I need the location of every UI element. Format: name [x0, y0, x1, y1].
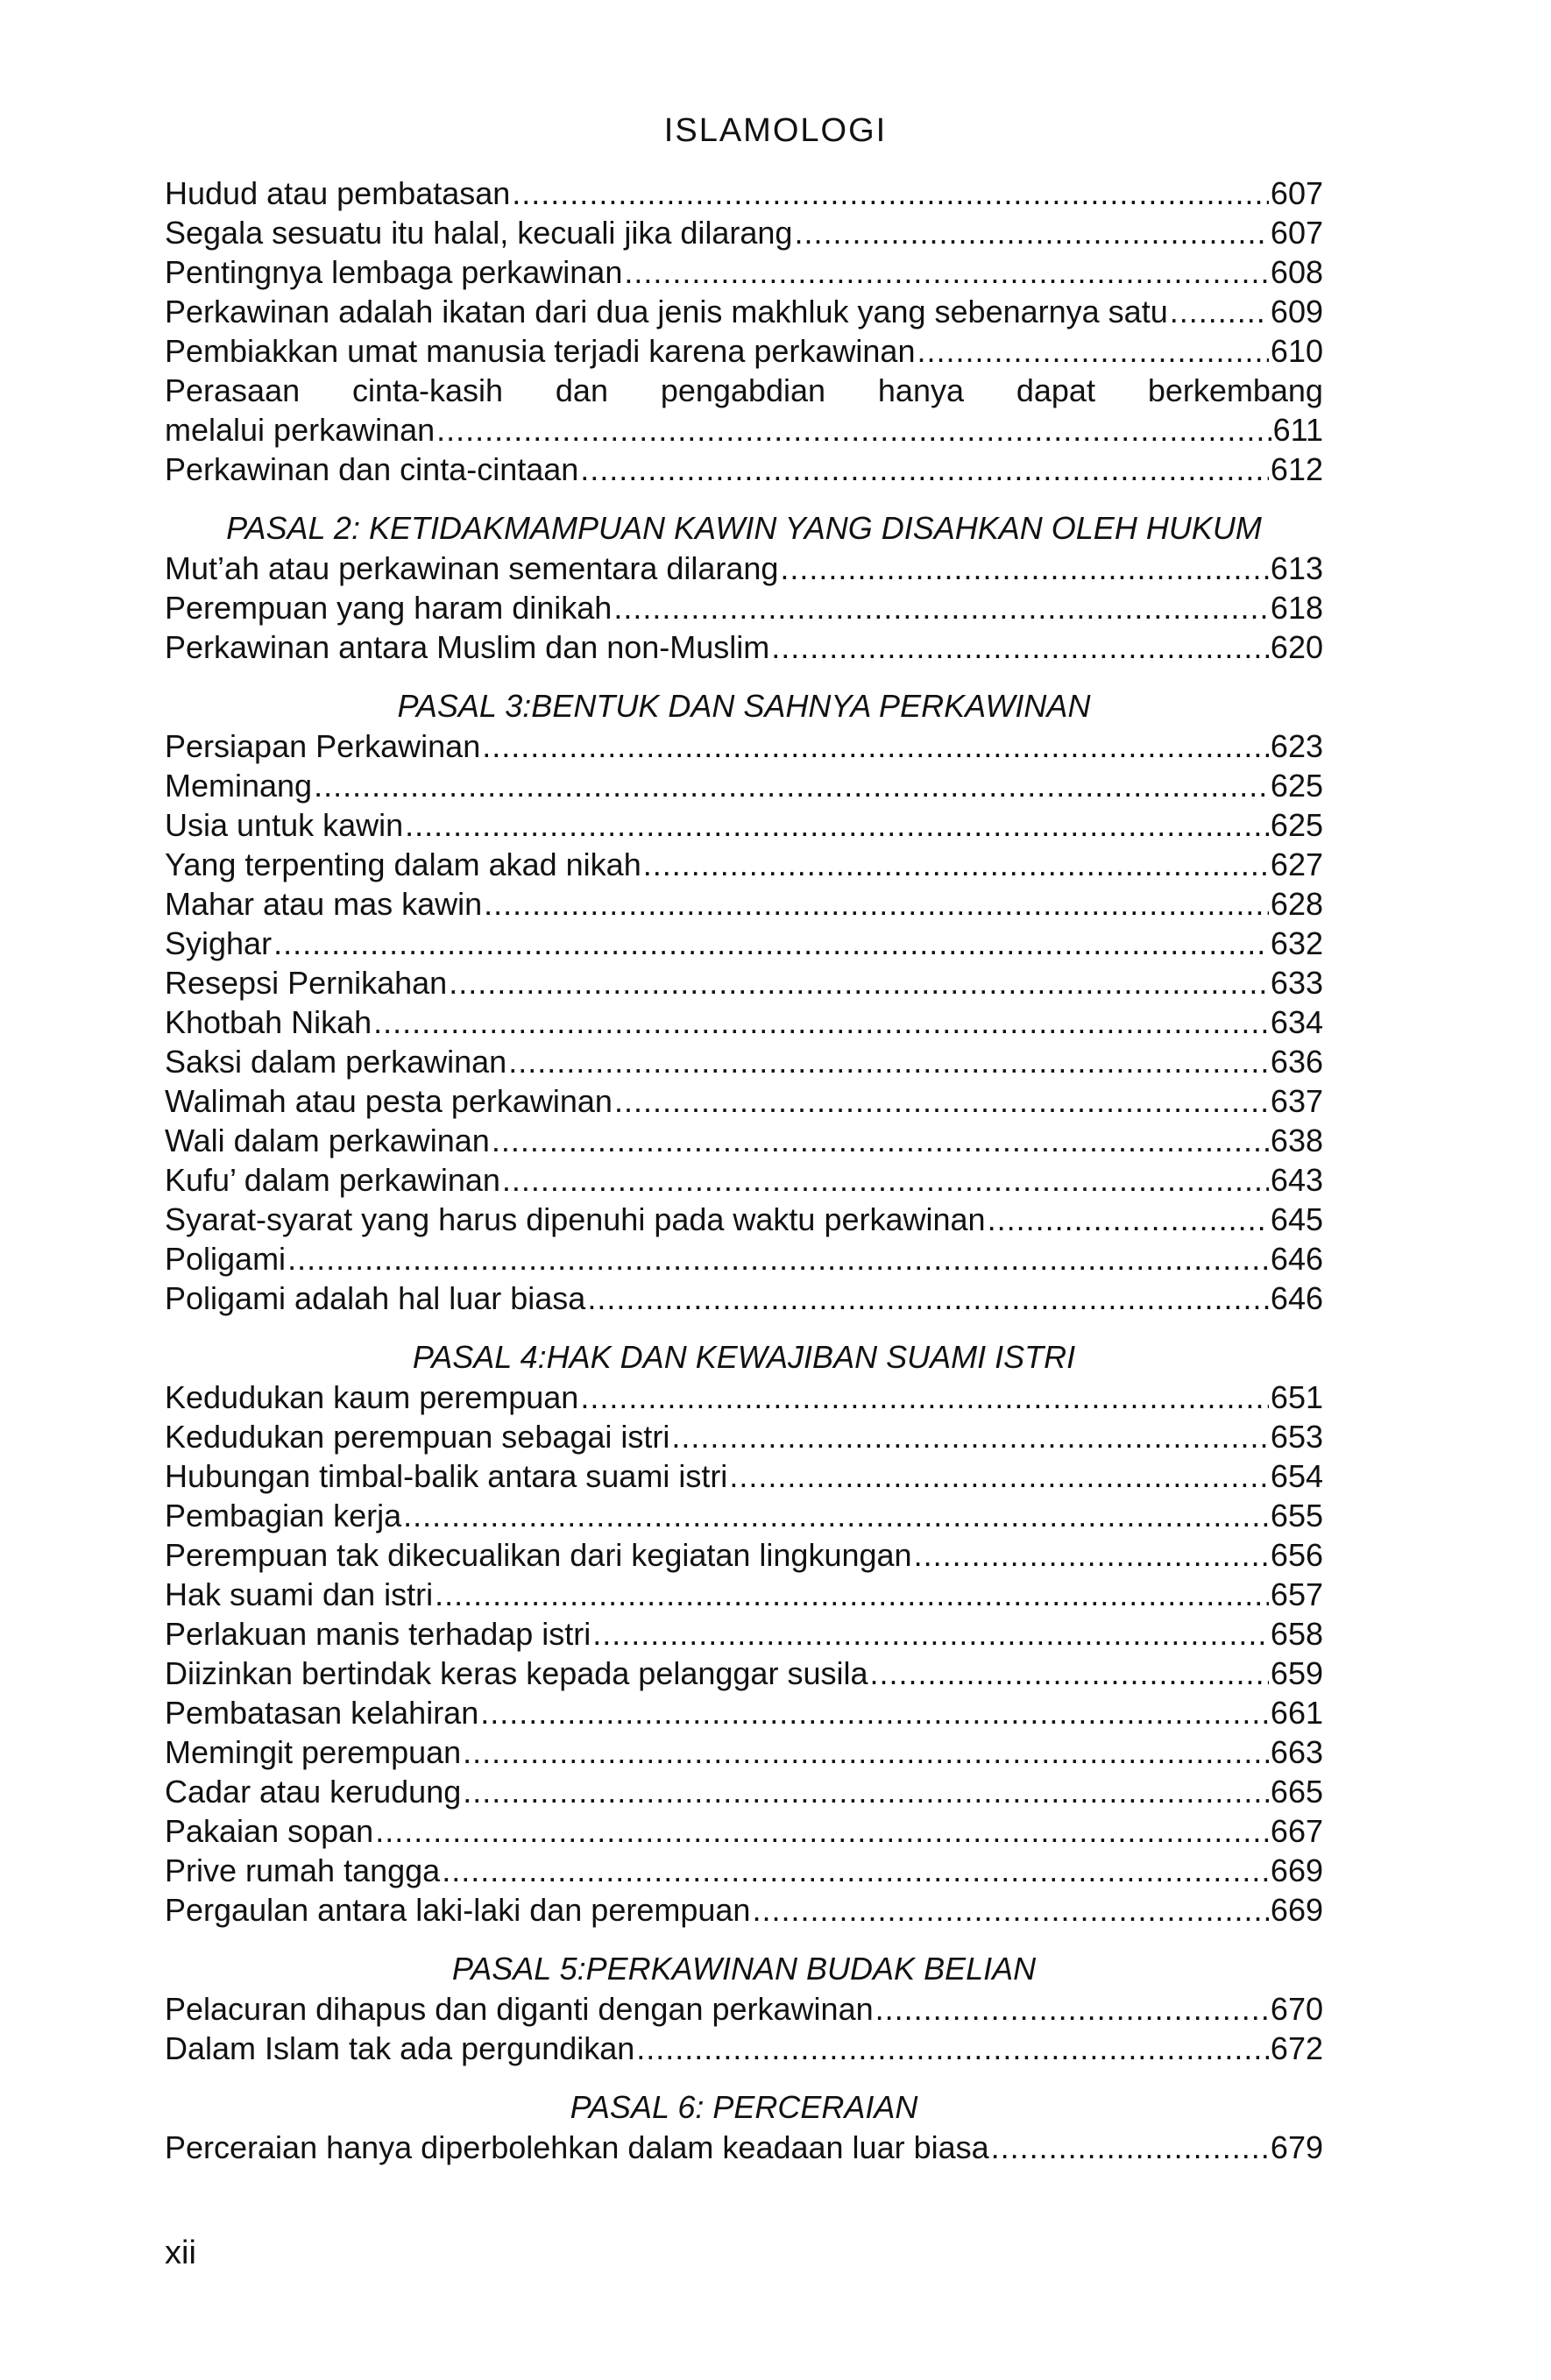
- dot-leader: [752, 1890, 1268, 1930]
- toc-entry-page: 679: [1270, 2129, 1323, 2165]
- dot-leader: [512, 174, 1269, 213]
- toc-entry: [165, 1121, 1323, 1160]
- dot-leader: [442, 1851, 1269, 1890]
- toc-entry-page: 613: [1270, 550, 1323, 586]
- toc-entry-page: 653: [1270, 1419, 1323, 1455]
- toc-entry-page: 633: [1270, 965, 1323, 1001]
- toc-entry-page: 638: [1270, 1123, 1323, 1158]
- toc-entry: [165, 1693, 1323, 1732]
- toc-entry-title: Perkawinan dan cinta-cintaan: [165, 451, 579, 487]
- dot-leader: [914, 1535, 1269, 1575]
- toc-entry: [165, 1614, 1323, 1654]
- toc-entry: [165, 845, 1323, 884]
- dot-leader: [875, 1989, 1269, 2029]
- toc-entry-title-line1: [165, 371, 1323, 410]
- title-word: Perasaan: [165, 372, 301, 408]
- toc-entry-page: 627: [1270, 846, 1323, 882]
- toc-entry-title: Perkawinan antara Muslim dan non-Muslim: [165, 629, 770, 665]
- toc-entry-page: 645: [1270, 1201, 1323, 1237]
- title-word: berkembang: [1147, 372, 1323, 408]
- toc-entry-title: Syarat-syarat yang harus dipenuhi pada waktu perkawinan: [165, 1201, 986, 1237]
- toc-entry: [165, 1811, 1323, 1851]
- toc-entry-title: Pentingnya lembaga perkawinan: [165, 254, 623, 290]
- toc-entry: [165, 1160, 1323, 1200]
- toc-entry-title: Memingit perempuan: [165, 1734, 462, 1770]
- dot-leader: [794, 213, 1268, 252]
- dot-leader: [771, 627, 1269, 667]
- toc-entry-page: 628: [1270, 886, 1323, 922]
- dot-leader: [463, 1772, 1269, 1811]
- dot-leader: [508, 1042, 1269, 1081]
- toc-entry: [165, 1417, 1323, 1456]
- toc-entry-page: 637: [1270, 1083, 1323, 1119]
- toc-entry-title: Perkawinan adalah ikatan dari dua jenis makhluk yang sebenarnya satu: [165, 294, 1168, 329]
- toc-entry-title: Perceraian hanya diperbolehkan dalam keadaan luar biasa: [165, 2129, 989, 2165]
- dot-leader: [373, 1002, 1269, 1042]
- toc-entry-title: Hudud atau pembatasan: [165, 175, 511, 211]
- toc-entry-title-line2: [165, 410, 1323, 450]
- toc-entry-title: Khotbah Nikah: [165, 1004, 372, 1040]
- title-word: hanya: [877, 372, 964, 408]
- dot-leader: [449, 963, 1269, 1002]
- toc-entry-page: 643: [1270, 1162, 1323, 1198]
- dot-leader: [624, 252, 1269, 292]
- toc-entry-page: 607: [1270, 175, 1323, 211]
- toc-entry-page: 611: [1272, 412, 1323, 448]
- dot-leader: [729, 1456, 1269, 1496]
- toc-entry-page: 636: [1270, 1044, 1323, 1080]
- toc-entry-page: 656: [1270, 1537, 1323, 1573]
- toc-entry: [165, 924, 1323, 963]
- toc-entry: [165, 1002, 1323, 1042]
- toc-entry: [165, 213, 1323, 252]
- dot-leader: [643, 845, 1269, 884]
- toc-entry: [165, 450, 1323, 489]
- toc-entry-title: Pakaian sopan: [165, 1813, 374, 1849]
- dot-leader: [375, 1811, 1269, 1851]
- toc-entry-page: 620: [1270, 629, 1323, 665]
- toc-entry: [165, 331, 1323, 371]
- dot-leader: [492, 1121, 1269, 1160]
- toc-entry: [165, 549, 1323, 588]
- toc-entry: [165, 1851, 1323, 1890]
- toc-entry-title: Perlakuan manis terhadap istri: [165, 1616, 591, 1652]
- dot-leader: [671, 1417, 1269, 1456]
- dot-leader: [991, 2128, 1269, 2167]
- toc-entry-title: Pembagian kerja: [165, 1498, 402, 1534]
- toc-entry-title: Usia untuk kawin: [165, 807, 404, 843]
- toc-entry-title: Poligami adalah hal luar biasa: [165, 1280, 586, 1316]
- toc-entry-title: Yang terpenting dalam akad nikah: [165, 846, 641, 882]
- running-head: ISLAMOLOGI: [663, 112, 888, 149]
- toc-entry-page: 610: [1270, 333, 1323, 369]
- toc-entry-page: 634: [1270, 1004, 1323, 1040]
- dot-leader: [988, 1200, 1269, 1239]
- toc-entry: [165, 805, 1323, 845]
- toc-entry: [165, 292, 1323, 331]
- toc-entry: [165, 2029, 1323, 2068]
- dot-leader: [484, 884, 1269, 924]
- dot-leader: [580, 1378, 1269, 1417]
- toc-entry-title: Kedudukan kaum perempuan: [165, 1379, 579, 1415]
- toc-entry: [165, 1279, 1323, 1318]
- dot-leader: [436, 410, 1271, 450]
- toc-entry: [165, 2128, 1323, 2167]
- dot-leader: [613, 588, 1269, 627]
- toc-entry-title: Persiapan Perkawinan: [165, 728, 481, 764]
- toc-entry-title: Dalam Islam tak ada pergundikan: [165, 2030, 635, 2066]
- toc-entry-title: Pembiakkan umat manusia terjadi karena perkawinan: [165, 333, 916, 369]
- toc-entry: [165, 1535, 1323, 1575]
- toc-entry-page: 657: [1270, 1576, 1323, 1612]
- toc-entry: [165, 1456, 1323, 1496]
- toc-entry-page: 669: [1270, 1892, 1323, 1928]
- dot-leader: [587, 1279, 1269, 1318]
- toc-entry: [165, 1081, 1323, 1121]
- toc-entry-page: 625: [1270, 807, 1323, 843]
- toc-entry: [165, 766, 1323, 805]
- dot-leader: [435, 1575, 1269, 1614]
- toc-entry-page: 669: [1270, 1852, 1323, 1888]
- toc-entry-page: 670: [1270, 1991, 1323, 2027]
- toc-entry: [165, 1989, 1323, 2029]
- dot-leader: [592, 1614, 1269, 1654]
- toc-entry-title: Hak suami dan istri: [165, 1576, 434, 1612]
- toc-entry: [165, 1239, 1323, 1279]
- title-word: dan: [555, 372, 608, 408]
- toc-entry-title: Pembatasan kelahiran: [165, 1695, 479, 1731]
- toc-entry: [165, 627, 1323, 667]
- dot-leader: [405, 805, 1269, 845]
- toc-entry-page: 646: [1270, 1280, 1323, 1316]
- toc-entry-title: Walimah atau pesta perkawinan: [165, 1083, 613, 1119]
- toc-entry: [165, 1732, 1323, 1772]
- toc-entry-title: Syighar: [165, 925, 273, 961]
- page-number: xii: [165, 2235, 196, 2271]
- title-word: dapat: [1016, 372, 1095, 408]
- title-word: cinta-kasih: [351, 372, 504, 408]
- dot-leader: [636, 2029, 1269, 2068]
- dot-leader: [403, 1496, 1269, 1535]
- toc-entry: [165, 1042, 1323, 1081]
- toc-entry: [165, 1890, 1323, 1930]
- table-of-contents: [165, 174, 1323, 2167]
- toc-entry-page: 659: [1270, 1655, 1323, 1691]
- toc-entry-title: Saksi dalam perkawinan: [165, 1044, 507, 1080]
- title-word: pengabdian: [660, 372, 826, 408]
- toc-entry-title: Meminang: [165, 768, 313, 804]
- toc-entry: [165, 1575, 1323, 1614]
- toc-entry-page: 672: [1270, 2030, 1323, 2066]
- toc-entry-title: Mahar atau mas kawin: [165, 886, 483, 922]
- toc-entry-title: Diizinkan bertindak keras kepada pelanggar susila: [165, 1655, 868, 1691]
- toc-entry-page: 618: [1270, 590, 1323, 626]
- toc-entry: [165, 1378, 1323, 1417]
- dot-leader: [287, 1239, 1269, 1279]
- dot-leader: [273, 924, 1269, 963]
- toc-entry: [165, 726, 1323, 766]
- dot-leader: [314, 766, 1269, 805]
- toc-entry: [165, 1772, 1323, 1811]
- section-heading: PASAL 2: KETIDAKMAMPUAN KAWIN YANG DISAHKAN OLEH HUKUM: [226, 510, 1262, 546]
- dot-leader: [482, 726, 1269, 766]
- toc-entry-title: Perempuan yang haram dinikah: [165, 590, 613, 626]
- toc-entry-page: 663: [1270, 1734, 1323, 1770]
- toc-entry: [165, 252, 1323, 292]
- toc-entry-title: melalui perkawinan: [165, 412, 436, 448]
- toc-entry-page: 646: [1270, 1241, 1323, 1277]
- dot-leader: [917, 331, 1268, 371]
- toc-entry: [165, 963, 1323, 1002]
- toc-entry-page: 608: [1270, 254, 1323, 290]
- toc-entry: [165, 884, 1323, 924]
- toc-entry-title: Poligami: [165, 1241, 287, 1277]
- toc-entry-page: 612: [1270, 451, 1323, 487]
- dot-leader: [780, 549, 1269, 588]
- toc-entry: [165, 174, 1323, 213]
- toc-entry-page: 665: [1270, 1774, 1323, 1810]
- toc-entry-page: 623: [1270, 728, 1323, 764]
- toc-entry: [165, 1654, 1323, 1693]
- toc-entry-page: 607: [1270, 215, 1323, 251]
- toc-entry-page: 654: [1270, 1458, 1323, 1494]
- dot-leader: [463, 1732, 1269, 1772]
- toc-entry-title: Wali dalam perkawinan: [165, 1123, 490, 1158]
- toc-entry-page: 632: [1270, 925, 1323, 961]
- toc-entry: [165, 1200, 1323, 1239]
- dot-leader: [1170, 292, 1269, 331]
- dot-leader: [580, 450, 1269, 489]
- dot-leader: [502, 1160, 1269, 1200]
- toc-entry-title: Segala sesuatu itu halal, kecuali jika dilarang: [165, 215, 793, 251]
- toc-entry-title: Pergaulan antara laki-laki dan perempuan: [165, 1892, 751, 1928]
- toc-entry-title: Mut’ah atau perkawinan sementara dilarang: [165, 550, 779, 586]
- toc-entry-page: 658: [1270, 1616, 1323, 1652]
- toc-entry-page: 609: [1270, 294, 1323, 329]
- dot-leader: [869, 1654, 1268, 1693]
- toc-entry-page: 655: [1270, 1498, 1323, 1534]
- toc-entry-page: 661: [1270, 1695, 1323, 1731]
- toc-entry-title: Hubungan timbal-balik antara suami istri: [165, 1458, 728, 1494]
- section-heading: PASAL 3:BENTUK DAN SAHNYA PERKAWINAN: [397, 688, 1091, 724]
- section-heading: PASAL 4:HAK DAN KEWAJIBAN SUAMI ISTRI: [412, 1339, 1076, 1375]
- toc-entry-title: Pelacuran dihapus dan diganti dengan perkawinan: [165, 1991, 874, 2027]
- toc-entry: [165, 1496, 1323, 1535]
- dot-leader: [480, 1693, 1269, 1732]
- toc-entry-title: Kedudukan perempuan sebagai istri: [165, 1419, 670, 1455]
- section-heading: PASAL 5:PERKAWINAN BUDAK BELIAN: [451, 1951, 1037, 1987]
- dot-leader: [614, 1081, 1269, 1121]
- toc-entry-title: Resepsi Pernikahan: [165, 965, 448, 1001]
- toc-entry-title: Kufu’ dalam perkawinan: [165, 1162, 500, 1198]
- toc-entry: [165, 588, 1323, 627]
- toc-entry-page: 667: [1270, 1813, 1323, 1849]
- toc-entry-title: Perempuan tak dikecualikan dari kegiatan lingkungan: [165, 1537, 912, 1573]
- section-heading: PASAL 6: PERCERAIAN: [570, 2089, 918, 2125]
- toc-entry-page: 651: [1270, 1379, 1323, 1415]
- toc-entry-title: Cadar atau kerudung: [165, 1774, 462, 1810]
- toc-entry-page: 625: [1270, 768, 1323, 804]
- toc-entry-wrapped: [165, 371, 1323, 450]
- toc-entry-title: Prive rumah tangga: [165, 1852, 441, 1888]
